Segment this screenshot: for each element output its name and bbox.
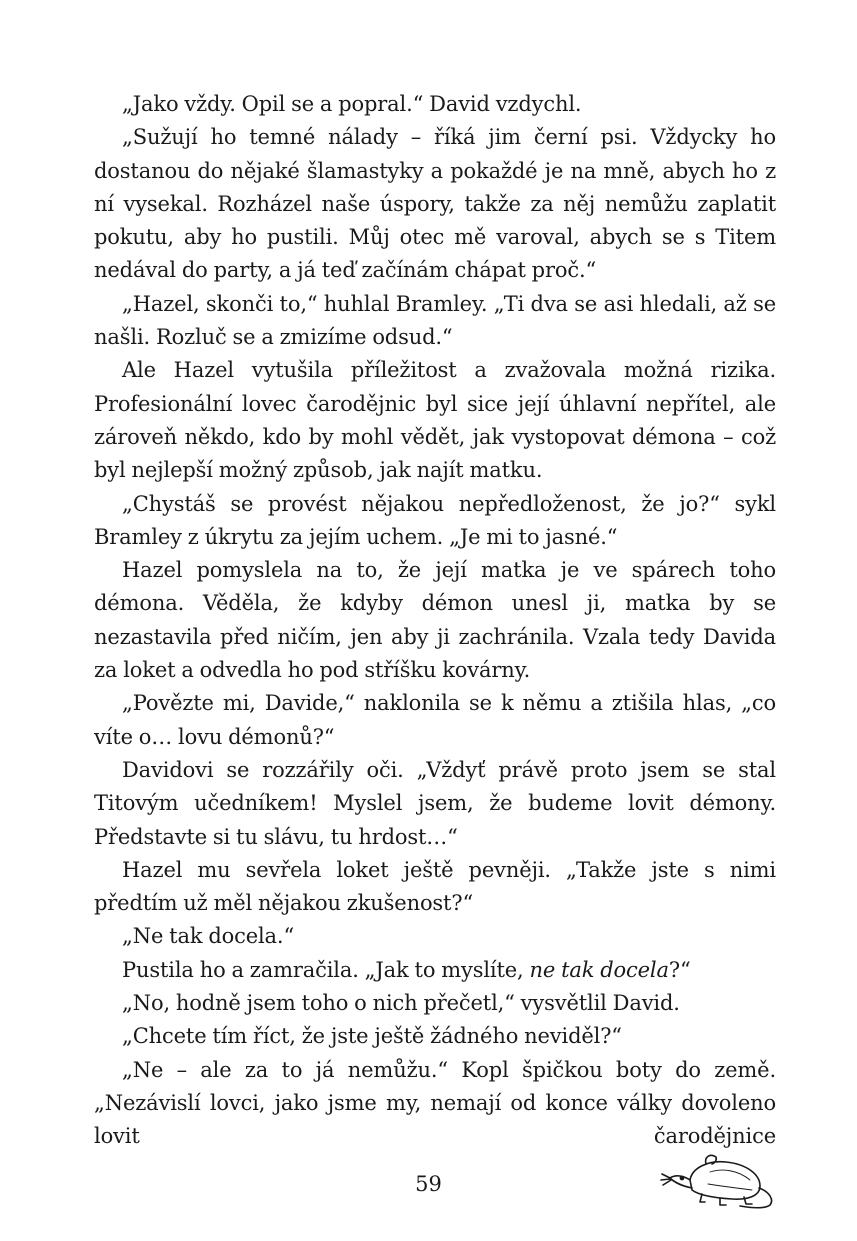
- paragraph-14: „Ne – ale za to já nemůžu.“ Kopl špičkou boty do země. „Nezávislí lovci, jako jsme my, nemají od konce války dovoleno lovit čarodějnice: [94, 1057, 776, 1149]
- paragraph-11: [94, 954, 776, 987]
- paragraph-7: „Povězte mi, Davide,“ naklonila se k němu a ztišila hlas, „co víte o… lovu démonů?“: [94, 691, 776, 749]
- paragraph-11-after: ?“: [668, 957, 691, 982]
- paragraph-12: „No, hodně jsem toho o nich přečetl,“ vysvětlil David.: [122, 991, 680, 1016]
- paragraph-4: Ale Hazel vytušila příležitost a zvažovala možná rizika. Profesionální lovec čarodějnic byl sice její úhlavní nepřítel, ale zároveň někdo, kdo by mohl vědět, jak vystopovat démona – což byl nejlepší možný způsob, jak najít matku.: [94, 358, 776, 483]
- paragraph-9: Hazel mu sevřela loket ještě pevněji. „Takže jste s nimi předtím už měl nějakou zkušenost?“: [94, 857, 776, 916]
- paragraph-3: „Hazel, skonči to,“ huhlal Bramley. „Ti dva se asi hledali, až se našli. Rozluč se a zmizíme odsud.“: [94, 291, 776, 350]
- paragraph-5: „Chystáš se provést nějakou nepředloženost, že jo?“ sykl Bramley z úkrytu za jejím uchem. „Je mi to jasné.“: [94, 491, 776, 549]
- body-text: [94, 88, 776, 1154]
- paragraph-2: „Sužují ho temné nálady – říká jim černí psi. Vždycky ho dostanou do nějaké šlamastyky a pokaždé je na mně, abych ho z ní vysekal. Rozházel naše úspory, takže za něj nemůžu zaplatit pokutu, aby ho pustili. Můj otec mě varoval, abych se s Titem nedával do party, a já teď začínám chápat proč.“: [94, 125, 776, 283]
- paragraph-11-emphasis: ne tak docela: [529, 957, 669, 982]
- paragraph-1: „Jako vždy. Opil se a popral.“ David vzdychl.: [122, 92, 582, 116]
- page-number: 59: [415, 1172, 442, 1196]
- paragraph-11-before: Pustila ho a zamračila. „Jak to myslíte,: [122, 957, 530, 982]
- paragraph-13: „Chcete tím říct, že jste ještě žádného neviděl?“: [122, 1024, 622, 1049]
- mouse-icon: [660, 1140, 780, 1210]
- paragraph-10: „Ne tak docela.“: [122, 924, 295, 949]
- paragraph-6: Hazel pomyslela na to, že její matka je ve spárech toho démona. Věděla, že kdyby démon unesl ji, matka by se nezastavila před ničím, jen aby ji zachránila. Vzala tedy Davida za loket a odvedla ho pod stříšku kovárny.: [94, 558, 776, 683]
- paragraph-8: Davidovi se rozzářily oči. „Vždyť právě proto jsem se stal Titovým učedníkem! Myslel jsem, že budeme lovit démony. Představte si tu slávu, tu hrdost…“: [94, 757, 776, 849]
